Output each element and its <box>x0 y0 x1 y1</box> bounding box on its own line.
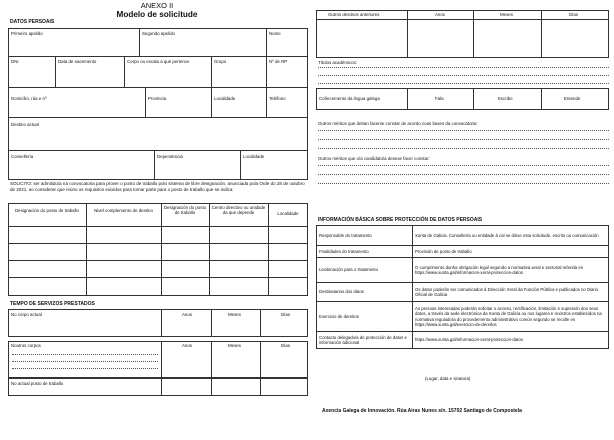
galician-write: Escribe <box>498 96 513 101</box>
other-posts-months: Meses <box>500 12 513 17</box>
lopd-key-1: Finalidades do tratamento <box>317 246 413 258</box>
corps-label: Corpo ou escala a que pertence <box>127 59 190 64</box>
other-posts-days: Días <box>569 12 579 17</box>
group-label: Grupo <box>214 59 227 64</box>
lopd-key-4: Exercicio de dereitos <box>317 302 413 332</box>
lopd-title: INFORMACIÓN BÁSICA SOBRE PROTECCIÓN DE DATOS PERSOAIS <box>318 217 483 223</box>
lopd-key-2: Lexitimación para o tratamento <box>317 258 413 283</box>
col-locality: Localidade <box>277 211 299 216</box>
lopd-value-0: Xunta de Galicia. Consellería ou entidade á cal se dirixe esta solicitude, escrito ou comunicación <box>413 226 609 246</box>
phone-label: Teléfono <box>269 96 286 101</box>
lopd-key-3: Destinatarios dos datos <box>317 283 413 302</box>
col-post-designation-2: Designación do posto de traballo <box>163 205 207 216</box>
footer-address: Axencia Galega de Innovación. Rúa Airas Nunes s/n. 15702 Santiago de Compostela <box>322 408 522 414</box>
form-title: Modelo de solicitude <box>116 10 198 19</box>
province-label: Provincia <box>148 96 167 101</box>
post-table <box>8 203 308 296</box>
birth-date-label: Data de nacemento <box>58 59 97 64</box>
other-posts-years: Anos <box>435 12 446 17</box>
other-corps-months: Meses <box>228 343 241 348</box>
current-corps-months: Meses <box>228 312 241 317</box>
first-surname-label: Primeiro apelido <box>11 31 43 36</box>
lopd-value-3: Os datos poderán ser comunicados á Dirección Xeral da Función Pública e publicados no Diario Oficial de Galicia <box>413 283 609 302</box>
dependency-label: Dependencia <box>157 154 183 159</box>
other-corps-label: Noutros corpos <box>11 343 41 348</box>
academic-label: Títulos académicos: <box>318 60 358 65</box>
other-corps-days: Días <box>281 343 291 348</box>
current-corps-days: Días <box>281 312 291 317</box>
signature-label: (Lugar, data e sinatura) <box>425 376 471 381</box>
current-post-time-label: No actual posto de traballo <box>11 381 64 386</box>
other-posts-label: Outros destinos anteriores <box>328 12 380 17</box>
other-corps-box <box>8 341 308 378</box>
current-post-label: Destino actual <box>11 122 39 127</box>
personal-section-title: DATOS PERSOAIS <box>10 19 55 25</box>
current-corps-years: Anos <box>182 312 193 317</box>
second-surname-label: Segundo apelido <box>142 31 175 36</box>
service-section-title: TEMPO DE SERVIZOS PRESTADOS <box>10 301 95 307</box>
col-level: Nivel complemento de destino <box>94 208 153 213</box>
name-label: Nome <box>269 31 281 36</box>
lopd-value-2: O cumprimento dunha obrigación legal segundo a normativa xeral e sectorial referida en https://www.xunta.gal/informacion-xeral-proteccion-datos <box>413 258 609 283</box>
annex-label: ANEXO II <box>140 1 174 10</box>
col-post-designation: Designación do posto de traballo <box>15 208 79 213</box>
other-merits-label: Outros méritos que o/a candidato/a desexe facer constar: <box>318 156 430 161</box>
lopd-value-5: https://www.xunta.gal/informacion-xeral-proteccion-datos <box>413 332 609 349</box>
department-label: Consellería <box>11 154 34 159</box>
current-corps-box <box>8 309 308 337</box>
lopd-key-5: Contacto delegado/a de protección de datos e información adicional <box>317 332 413 349</box>
request-paragraph: SOLICITO: ser admitido/a na convocatoria para prover o posto de traballo polo sistema de libre designación, anunciada pola Orde do 28 de outubro de 2021, ao considerar que reúno os requisitos exixidos para tomar parte para o posto de traballo que se indica: <box>10 181 305 192</box>
col-directive-centre: Centro directivo ou unidade da que depende <box>211 205 266 216</box>
locality-label: Localidade <box>214 96 236 101</box>
merits-label: Outros méritos que deban facerse constar de acordo coas bases da convocatoria: <box>318 121 478 126</box>
address-label: Domicilio, rúa e nº <box>11 96 47 101</box>
other-posts-box <box>316 10 609 58</box>
galician-speak: Fala <box>435 96 444 101</box>
lopd-value-4: As persoas interesadas poderán solicitar o acceso, rectificación, limitación e supresión dos seus datos, a través da sede electrónica da Xunta de Galicia ou nos lugares e rexistros establecidos na normativa reguladora do procedemento administrativo común segundo se recolle en https://www.xunta.gal/exercicio-de-dereitos <box>413 302 609 332</box>
post-locality-label: Localidade <box>243 154 265 159</box>
rp-number-label: Nº de RP <box>269 59 288 64</box>
galician-understand: Entende <box>564 96 581 101</box>
lopd-value-1: Provisión de posto de traballo <box>413 246 609 258</box>
galician-label: Coñecemento da lingua galega <box>319 96 380 101</box>
lopd-key-0: Responsable do tratamento <box>317 226 413 246</box>
other-corps-years: Anos <box>182 343 193 348</box>
current-corps-label: No corpo actual <box>11 312 42 317</box>
lopd-table <box>316 225 609 349</box>
dni-label: DNI <box>11 59 19 64</box>
